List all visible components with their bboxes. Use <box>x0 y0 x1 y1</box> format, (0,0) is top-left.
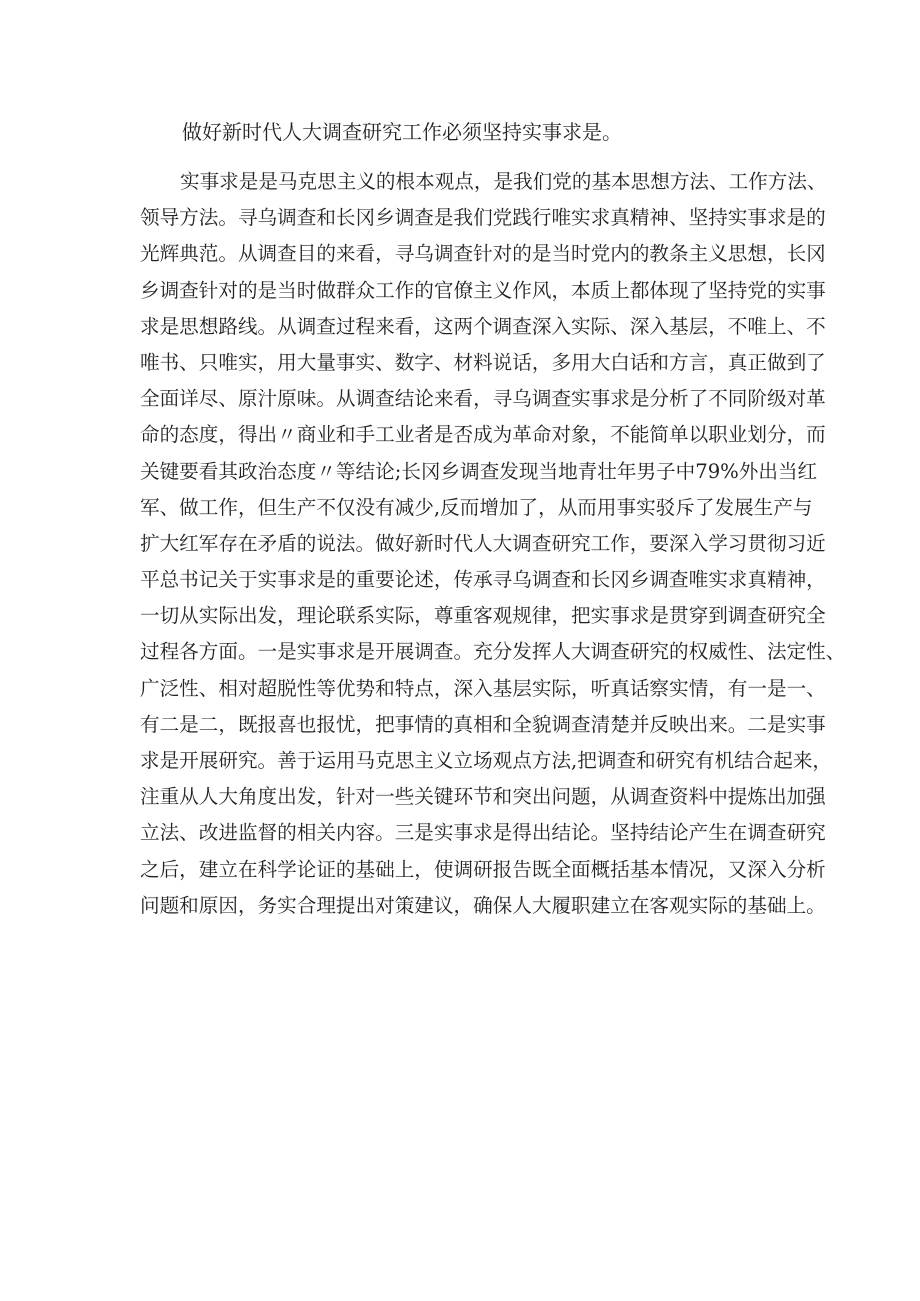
paragraph-line: 唯书、只唯实，用大量事实、数字、材料说话，多用大白话和方言，真正做到了 <box>140 350 826 374</box>
paragraph-line: 乡调查针对的是当时做群众工作的官僚主义作风，本质上都体现了坚持党的实事 <box>140 278 826 302</box>
body-paragraph <box>140 164 846 924</box>
paragraph-line: 立法、改进监督的相关内容。三是实事求是得出结论。坚持结论产生在调查研究 <box>140 821 826 845</box>
paragraph-line: 有二是二，既报喜也报忧，把事情的真相和全貌调查清楚并反映出来。二是实事 <box>140 712 826 736</box>
paragraph-line: 之后，建立在科学论证的基础上，使调研报告既全面概括基本情况，又深入分析 <box>140 857 826 881</box>
paragraph-line: 广泛性、相对超脱性等优势和特点，深入基层实际，听真话察实情，有一是一、 <box>140 676 826 700</box>
paragraph-line: 实事求是是马克思主义的根本观点，是我们党的基本思想方法、工作方法、 <box>180 170 827 193</box>
paragraph-line: 命的态度，得出〃商业和手工业者是否成为革命对象，不能简单以职业划分，而 <box>140 423 826 447</box>
paragraph-line: 平总书记关于实事求是的重要论述，传承寻乌调查和长冈乡调查唯实求真精神， <box>140 568 826 592</box>
heading-sentence: 做好新时代人大调查研究工作必须坚持实事求是。 <box>182 120 622 144</box>
paragraph-line: 领导方法。寻乌调查和长冈乡调查是我们党践行唯实求真精神、坚持实事求是的 <box>140 206 826 230</box>
paragraph-line: 问题和原因，务实合理提出对策建议，确保人大履职建立在客观实际的基础上。 <box>140 893 826 917</box>
paragraph-line: 求是开展研究。善于运用马克思主义立场观点方法,把调查和研究有机结合起来， <box>140 749 833 772</box>
paragraph-line: 关键要看其政治态度〃等结论;长冈乡调查发现当地青壮年男子中79%外出当红 <box>140 459 818 483</box>
paragraph-line: 全面详尽、原汁原味。从调查结论来看，寻乌调查实事求是分析了不同阶级对革 <box>140 387 826 411</box>
paragraph-line: 光辉典范。从调查目的来看，寻乌调查针对的是当时党内的教条主义思想，长冈 <box>140 242 826 266</box>
paragraph-line: 注重从人大角度出发，针对一些关键环节和突出问题，从调查资料中提炼出加强 <box>140 785 826 809</box>
paragraph-line: 扩大红军存在矛盾的说法。做好新时代人大调查研究工作，要深入学习贯彻习近 <box>140 531 826 555</box>
paragraph-line: 一切从实际出发，理论联系实际，尊重客观规律，把实事求是贯穿到调查研究全 <box>140 604 826 628</box>
paragraph-line: 过程各方面。一是实事求是开展调查。充分发挥人大调查研究的权威性、法定性、 <box>140 640 846 664</box>
paragraph-line: 军、做工作，但生产不仅没有减少,反而增加了，从而用事实驳斥了发展生产与 <box>140 495 813 519</box>
paragraph-line: 求是思想路线。从调查过程来看，这两个调查深入实际、深入基层，不唯上、不 <box>140 314 826 338</box>
